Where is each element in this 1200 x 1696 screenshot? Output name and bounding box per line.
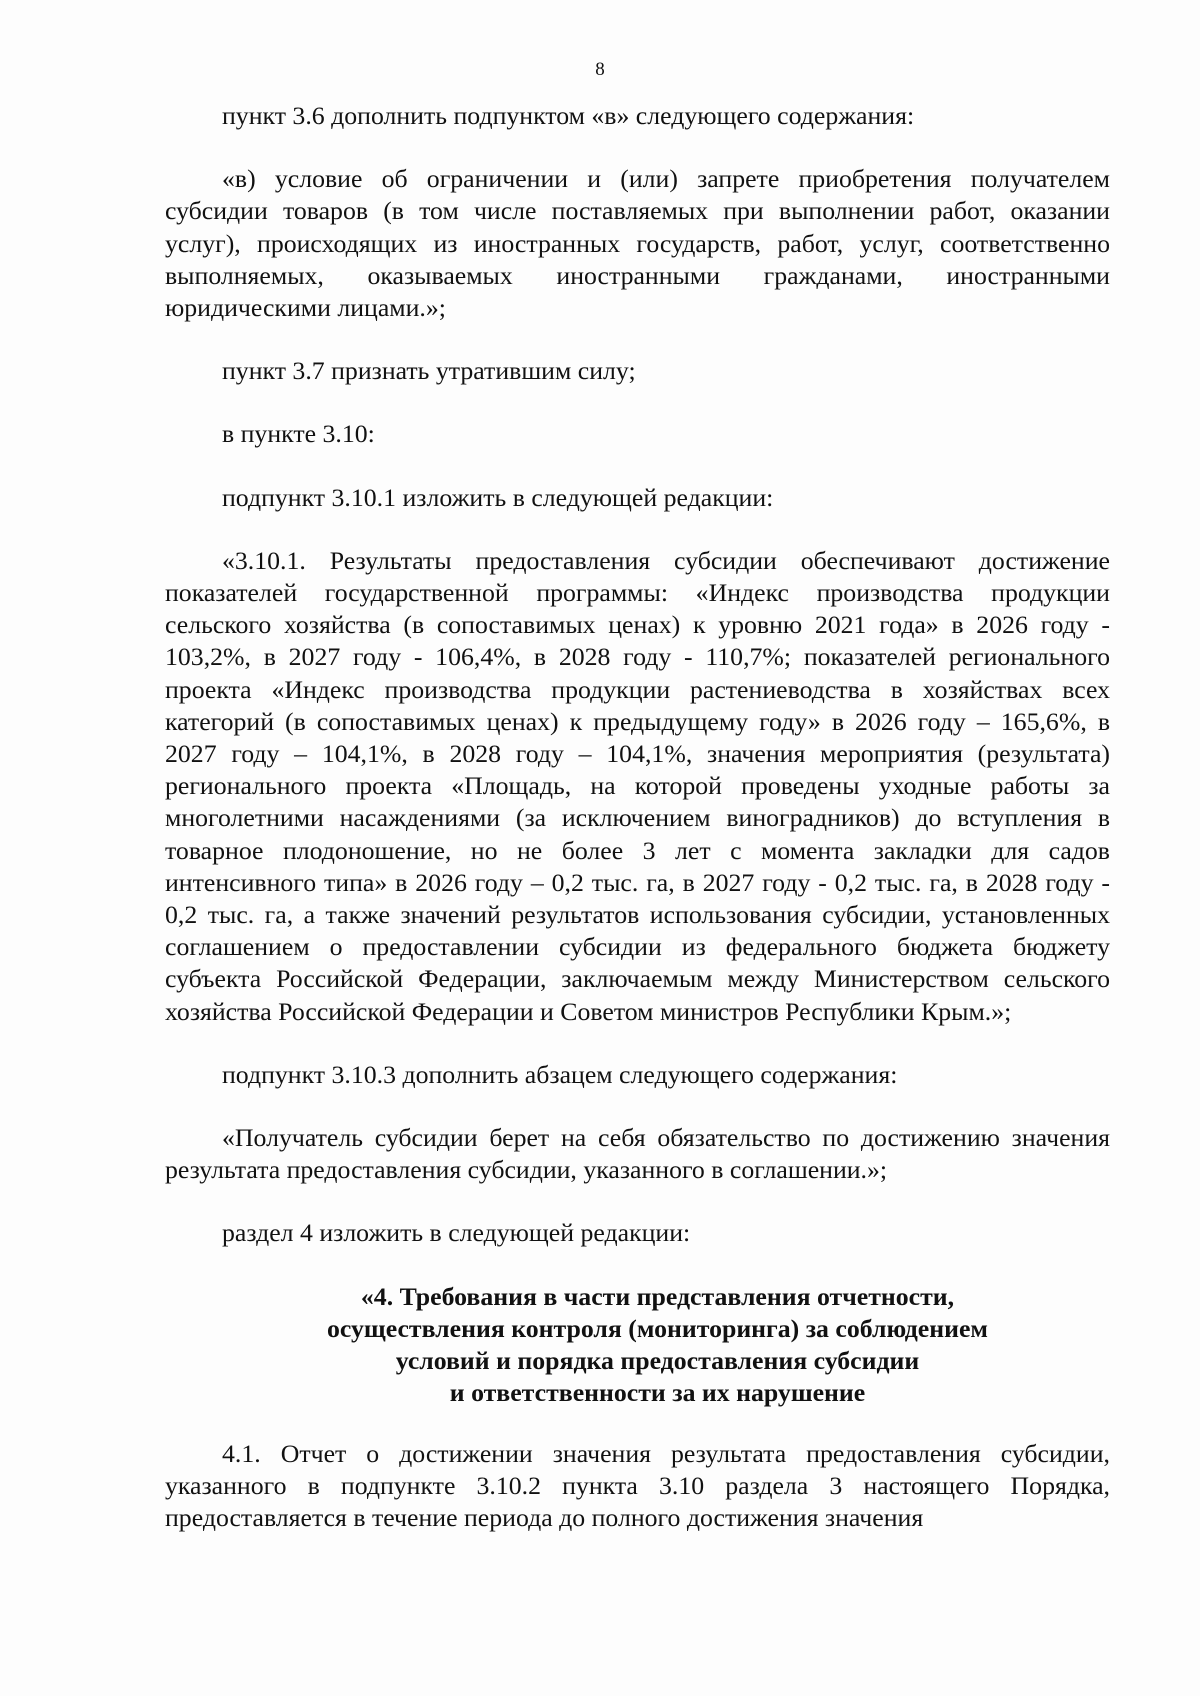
paragraph-amend-section-4: раздел 4 изложить в следующей редакции: [222, 1218, 691, 1248]
paragraph-results-3-10-1: «3.10.1. Результаты предоставления субсидии обеспечивают достижение показателей государственной программы: «Индекс производства продукции сельского хозяйства (в сопоставимых ценах) к уровню 2021 года» в 2026 году - 103,2%, в 2027 году - 106,4%, в 2028 году - 110,7%; показателей регионального проекта «Индекс производства продукции растениеводства в хозяйствах всех категорий (в сопоставимых ценах) к предыдущему году» в 2026 году – 165,6%, в 2027 году – 104,1%, в 2028 году – 104,1%, значения мероприятия (результата) регионального проекта «Площадь, на которой проведены уходные работы за многолетними насаждениями (за исключением виноградников) до вступления в товарное плодоношение, но не более 3 лет с момента закладки для садов интенсивного типа» в 2026 году – 0,2 тыс. га, в 2027 году - 0,2 тыс. га, в 2028 году - 0,2 тыс. га, а также значений результатов использования субсидии, установленных соглашением о предоставлении субсидии из федерального бюджета бюджету субъекта Российской Федерации, заключаемым между Министерством сельского хозяйства Российской Федерации и Советом министров Республики Крым.»; [165, 545, 1110, 1026]
paragraph-4-1: 4.1. Отчет о достижении значения результата предоставления субсидии, указанного в подпункте 3.10.2 пункта 3.10 раздела 3 настоящего Порядка, предоставляется в течение периода до полного достижения значения [165, 1438, 1110, 1532]
paragraph-amend-3-10-1: подпункт 3.10.1 изложить в следующей редакции: [222, 482, 774, 512]
paragraph-amend-3-7: пункт 3.7 признать утратившим силу; [222, 356, 636, 386]
section-heading [165, 1281, 1110, 1410]
paragraph-item-3-10: в пункте 3.10: [222, 419, 375, 449]
section-heading-line: условий и порядка предоставления субсидии [395, 1346, 920, 1376]
document-body [165, 100, 1110, 1534]
paragraph-subitem-v: «в) условие об ограничении и (или) запрете приобретения получателем субсидии товаров (в том числе поставляемых при выполнении работ, оказании услуг), происходящих из иностранных государств, работ, услуг, соответственно выполняемых, оказываемых иностранными гражданами, иностранными юридическими лицами.»; [165, 164, 1110, 323]
section-heading-line: «4. Требования в части представления отчетности, [360, 1281, 955, 1311]
paragraph-recipient-obligation: «Получатель субсидии берет на себя обязательство по достижению значения результата предоставления субсидии, указанного в соглашении.»; [165, 1123, 1110, 1185]
paragraph-amend-3-6: пункт 3.6 дополнить подпунктом «в» следующего содержания: [222, 101, 915, 130]
section-heading-line: и ответственности за их нарушение [449, 1378, 866, 1408]
page-number: 8 [595, 59, 605, 80]
section-heading-line: осуществления контроля (мониторинга) за соблюдением [327, 1313, 988, 1343]
paragraph-amend-3-10-3: подпункт 3.10.3 дополнить абзацем следующего содержания: [222, 1059, 898, 1089]
